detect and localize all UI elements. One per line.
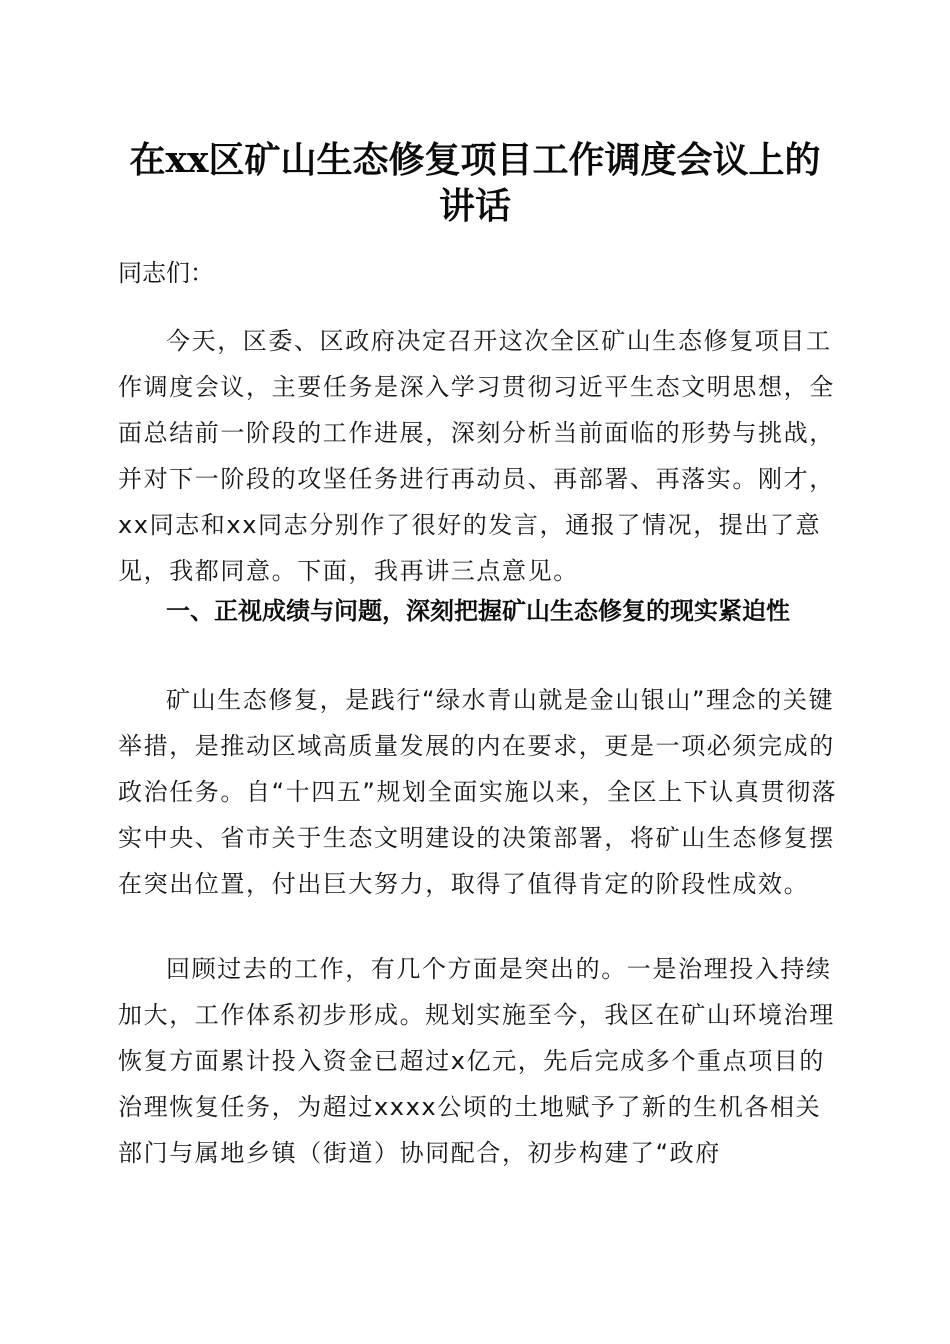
- paragraph-review: 回顾过去的工作，有几个方面是突出的。一是治理投入持续加大，工作体系初步形成。规划实施至今，我区在矿山环境治理恢复方面累计投入资金已超过x亿元，先后完成多个重点项目的治理恢复任务，为超过xxxx公顷的土地赋予了新的生机各相关部门与属地乡镇（街道）协同配合，初步构建了“政府: [118, 955, 835, 1167]
- paragraph-opening: 今天，区委、区政府决定召开这次全区矿山生态修复项目工作调度会议，主要任务是深入学习贯彻习近平生态文明思想，全面总结前一阶段的工作进展，深刻分析当前面临的形势与挑战，并对下一阶段的攻坚任务进行再动员、再部署、再落实。刚才，xx同志和xx同志分别作了很好的发言，通报了情况，提出了意见，我都同意。下面，我再讲三点意见。: [118, 327, 835, 585]
- paragraph-significance: 矿山生态修复，是践行“绿水青山就是金山银山”理念的关键举措，是推动区域高质量发展的内在要求，更是一项必须完成的政治任务。自“十四五”规划全面实施以来，全区上下认真贯彻落实中央、省市关于生态文明建设的决策部署，将矿山生态修复摆在突出位置，付出巨大努力，取得了值得肯定的阶段性成效。: [118, 686, 838, 898]
- document-title-line-2: 讲话: [438, 185, 511, 227]
- document-title-line-1: 在xx区矿山生态修复项目工作调度会议上的: [129, 139, 821, 181]
- section-heading-1: 一、正视成绩与问题，深刻把握矿山生态修复的现实紧迫性: [166, 597, 790, 625]
- salutation: 同志们：: [118, 259, 214, 287]
